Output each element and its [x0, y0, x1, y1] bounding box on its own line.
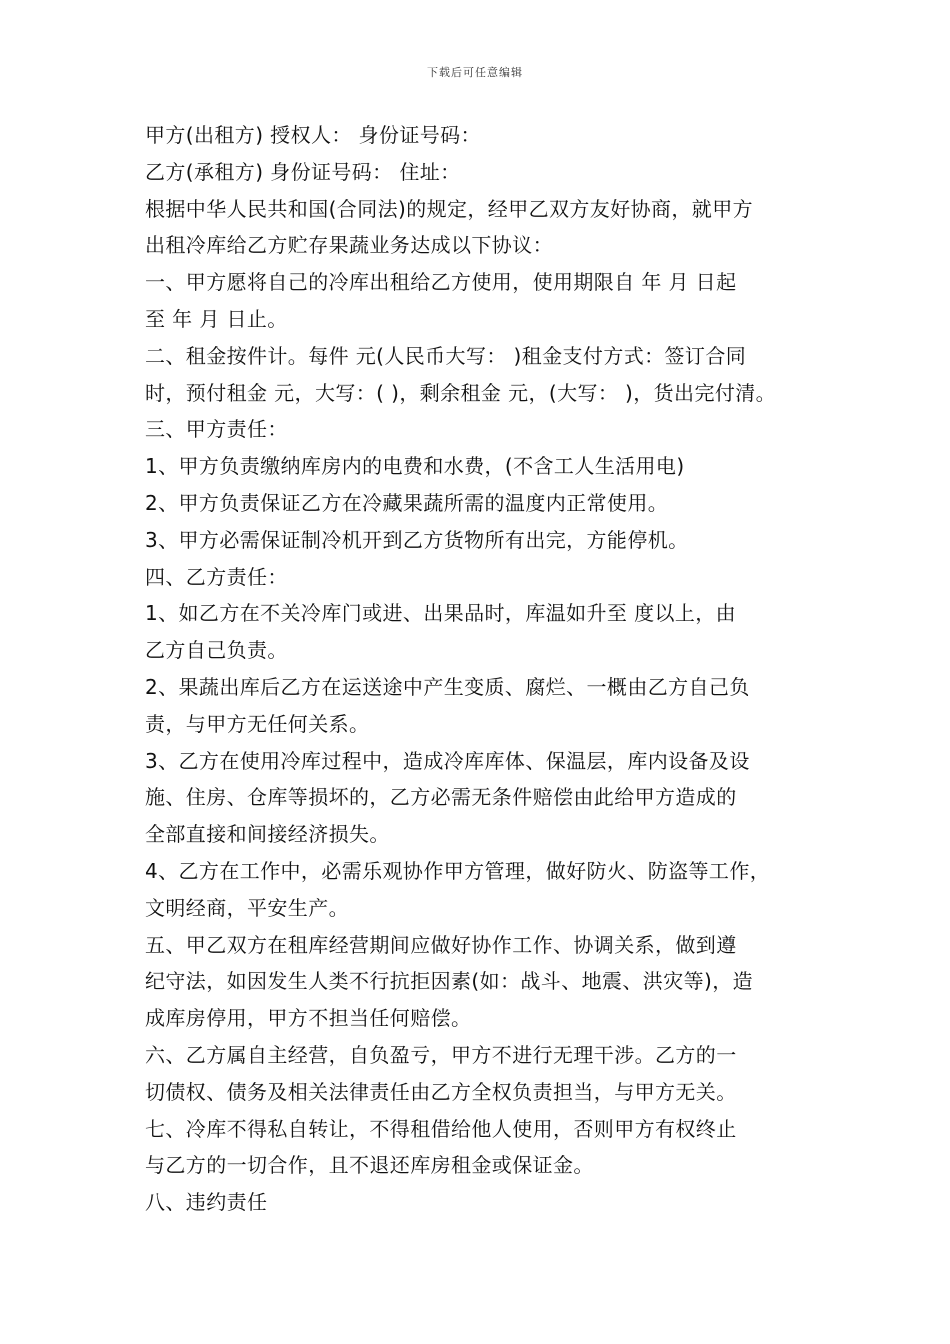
text-line: 文明经商，平安生产。 [145, 895, 349, 920]
text-line: 1、如乙方在不关冷库门或进、出果品时，库温如升至 度以上，由 [145, 601, 737, 626]
text-line: 4、乙方在工作中，必需乐观协作甲方管理，做好防火、防盗等工作， [145, 858, 771, 883]
text-line: 成库房停用，甲方不担当任何赔偿。 [145, 1006, 472, 1031]
text-line: 出租冷库给乙方贮存果蔬业务达成以下协议： [145, 233, 553, 258]
text-line: 一、甲方愿将自己的冷库出租给乙方使用，使用期限自 年 月 日起 [145, 270, 737, 295]
section-heading: 四、乙方责任： [145, 564, 288, 589]
section-heading: 八、违约责任 [145, 1190, 268, 1215]
text-line: 五、甲乙双方在租库经营期间应做好协作工作、协调关系，做到遵 [145, 932, 737, 957]
text-line: 二、租金按件计。每件 元(人民币大写： )租金支付方式：签订合同 [145, 343, 747, 368]
text-line: 3、甲方必需保证制冷机开到乙方货物所有出完，方能停机。 [145, 527, 689, 552]
section-heading: 三、甲方责任： [145, 417, 288, 442]
text-line: 与乙方的一切合作，且不退还库房租金或保证金。 [145, 1153, 594, 1178]
text-line: 责，与甲方无任何关系。 [145, 711, 370, 736]
page-header: 下载后可任意编辑 [427, 66, 523, 79]
text-line: 六、乙方属自主经营，自负盈亏，甲方不进行无理干涉。乙方的一 [145, 1042, 737, 1067]
text-line: 根据中华人民共和国(合同法)的规定，经甲乙双方友好协商，就甲方 [145, 196, 754, 221]
text-line: 甲方(出租方) 授权人： 身份证号码： [145, 123, 481, 147]
text-line: 全部直接和间接经济损失。 [145, 822, 390, 847]
text-line: 2、甲方负责保证乙方在冷藏果蔬所需的温度内正常使用。 [145, 490, 669, 515]
text-line: 时，预付租金 元，大写：( )，剩余租金 元，(大写： )，货出完付清。 [145, 380, 777, 405]
text-line: 纪守法，如因发生人类不行抗拒因素(如：战斗、地震、洪灾等)，造 [145, 969, 754, 994]
text-line: 乙方自己负责。 [145, 638, 288, 663]
text-line: 七、冷库不得私自转让，不得租借给他人使用，否则甲方有权终止 [145, 1116, 737, 1141]
text-line: 切债权、债务及相关法律责任由乙方全权负责担当，与甲方无关。 [145, 1079, 737, 1104]
text-line: 1、甲方负责缴纳库房内的电费和水费，(不含工人生活用电) [145, 454, 685, 479]
text-line: 3、乙方在使用冷库过程中，造成冷库库体、保温层，库内设备及设 [145, 748, 750, 773]
text-line: 至 年 月 日止。 [145, 306, 288, 331]
text-line: 2、果蔬出库后乙方在运送途中产生变质、腐烂、一概由乙方自己负 [145, 674, 750, 699]
text-line: 乙方(承租方) 身份证号码： 住址： [145, 159, 461, 184]
text-line: 施、住房、仓库等损坏的，乙方必需无条件赔偿由此给甲方造成的 [145, 785, 737, 810]
contract-body [145, 117, 815, 1221]
